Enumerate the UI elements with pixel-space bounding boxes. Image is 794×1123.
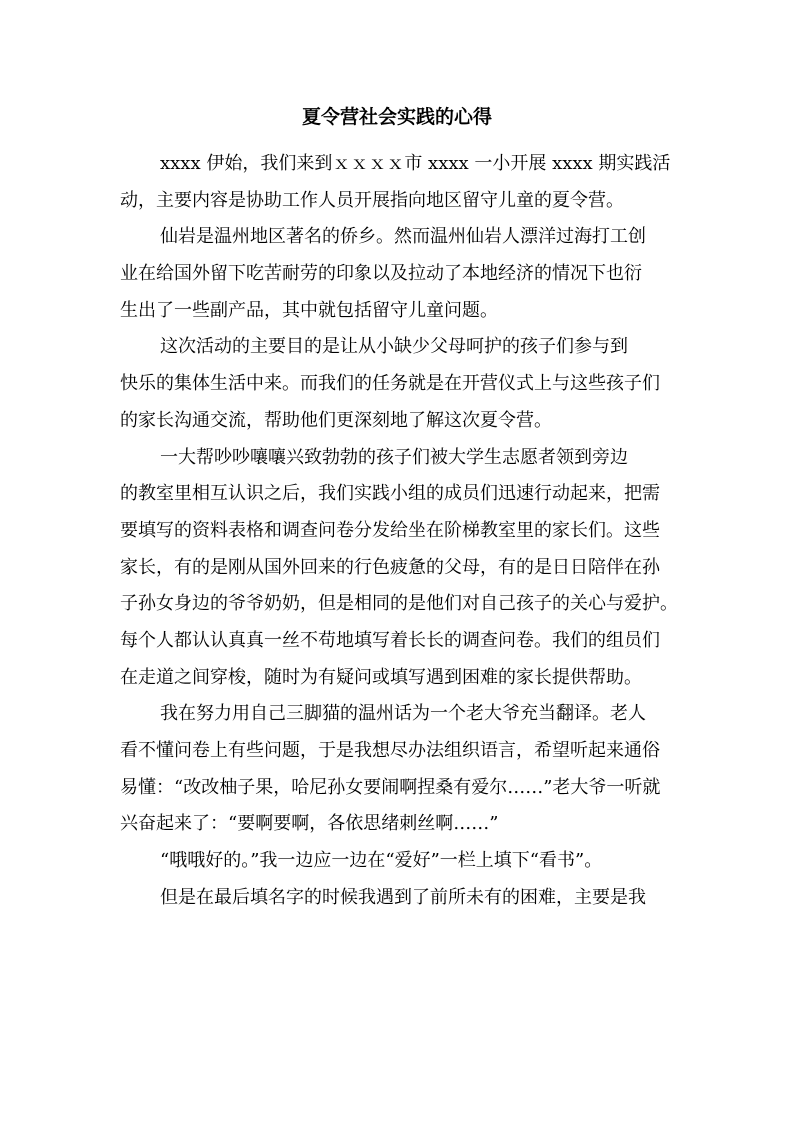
paragraph-line: 快乐的集体生活中来。而我们的任务就是在开营仪式上与这些孩子们 — [120, 373, 660, 395]
paragraph-line: 看不懂问卷上有些问题，于是我想尽办法组织语言，希望听起来通俗 — [120, 740, 660, 761]
paragraph-line: 在走道之间穿梭，随时为有疑问或填写遇到困难的家长提供帮助。 — [120, 666, 642, 688]
paragraph-line: 但是在最后填名字的时候我遇到了前所未有的困难，主要是我 — [160, 886, 646, 908]
paragraph-line: 业在给国外留下吃苦耐劳的印象以及拉动了本地经济的情况下也衍 — [120, 263, 642, 285]
paragraph-line: 家长，有的是刚从国外回来的行色疲惫的父母，有的是日日陪伴在孙 — [120, 556, 660, 578]
paragraph-line: 要填写的资料表格和调查问卷分发给坐在阶梯教室里的家长们。这些 — [120, 519, 660, 541]
paragraph-line: 的教室里相互认识之后，我们实践小组的成员们迅速行动起来，把需 — [120, 483, 660, 505]
paragraph-line: 一大帮吵吵嚷嚷兴致勃勃的孩子们被大学生志愿者领到旁边 — [160, 446, 628, 468]
document-title: 夏令营社会实践的心得 — [301, 106, 492, 128]
paragraph-line: “哦哦好的。”我一边应一边在“爱好”一栏上填下“看书”。 — [160, 850, 603, 872]
document-body — [120, 146, 680, 916]
paragraph-line: 每个人都认认真真一丝不苟地填写着长长的调查问卷。我们的组员们 — [120, 629, 660, 651]
paragraph-line: 动，主要内容是协助工作人员开展指向地区留守儿童的夏令营。 — [120, 189, 624, 211]
paragraph-line: 兴奋起来了：“要啊要啊，各依思绪刺丝啊……” — [120, 813, 499, 835]
paragraph-line: 的家长沟通交流，帮助他们更深刻地了解这次夏令营。 — [120, 409, 552, 431]
paragraph-line: 易懂：“改改柚子果，哈尼孙女要闹啊捏桑有爱尔……”老大爷一听就 — [120, 776, 661, 798]
paragraph-line: 这次活动的主要目的是让从小缺少父母呵护的孩子们参与到 — [160, 336, 628, 358]
paragraph-line: xxxx 伊始，我们来到ｘｘｘｘ市 xxxx 一小开展 xxxx 期实践活 — [160, 153, 671, 174]
paragraph-line: 我在努力用自己三脚猫的温州话为一个老大爷充当翻译。老人 — [160, 703, 646, 725]
paragraph-line: 子孙女身边的爷爷奶奶，但是相同的是他们对自己孩子的关心与爱护。 — [120, 593, 678, 615]
paragraph-line: 仙岩是温州地区著名的侨乡。然而温州仙岩人漂洋过海打工创 — [160, 226, 646, 248]
paragraph-line: 生出了一些副产品，其中就包括留守儿童问题。 — [120, 299, 498, 321]
